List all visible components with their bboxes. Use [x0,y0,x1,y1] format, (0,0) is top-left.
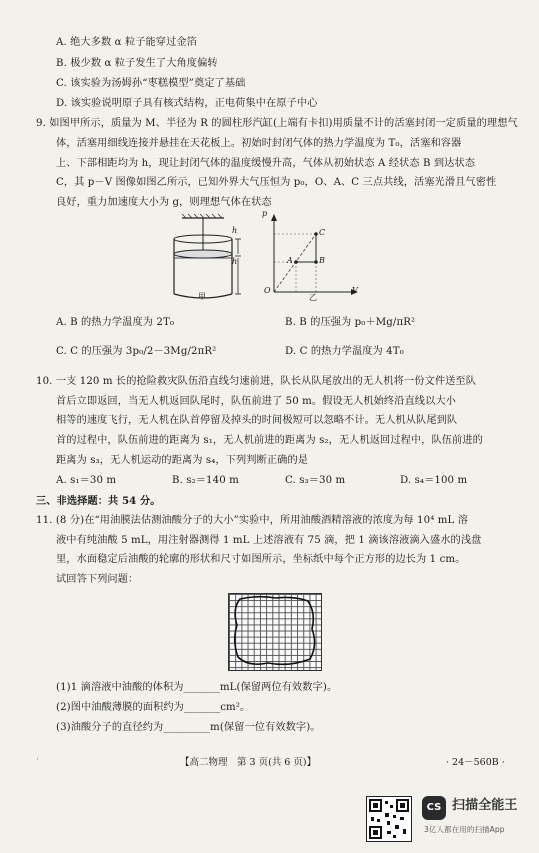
q11-line-1: 11. (8 分)在“用油膜法估测油酸分子的大小”实验中，所用油酸酒精溶液的浓度为每 10⁴ mL 溶 [36,515,468,526]
q9-option-d: D. C 的热力学温度为 4T₀ [285,346,404,357]
q9-line-1: 9. 如图甲所示，质量为 M、半径为 R 的圆柱形汽缸(上端有卡扣)用质量不计的活塞封闭一定质量的理想气 [36,118,518,129]
q9-line-2: 体，活塞用细线连接并悬挂在天花板上。初始时封闭气体的热力学温度为 T₀，活塞和容器 [56,138,462,149]
q8-option-b: B. 极少数 α 粒子发生了大角度偏转 [56,58,218,69]
axis-label-v: V [352,286,358,295]
point-label-c: C [319,228,326,237]
label-h-top: h [232,226,238,235]
q10-line-1: 10. 一支 120 m 长的抢险救灾队伍沿直线匀速前进，队长从队尾放出的无人机将一份文件送至队 [36,376,476,387]
q11-sub-3: (3)油酸分子的直径约为_________m(保留一位有效数字)。 [56,722,321,733]
q10-option-a: A. s₁＝30 m [56,475,117,486]
footer-code: · 24－560B · [446,757,505,768]
q11-line-2: 液中有纯油酸 5 mL，用注射器测得 1 mL 上述溶液有 75 滴，把 1 滴该溶液滴入盛水的浅盘 [56,535,482,546]
origin-label: O [264,286,271,295]
q10-line-5: 距离为 s₃，无人机运动的距离为 s₄，下列判断正确的是 [56,455,309,466]
qr-code [366,796,412,842]
figure-pv-graph [262,212,362,302]
q9-line-4: C，其 p－V 图像如图乙所示，已知外界大气压恒为 p₀，O、A、C 三点共线，活塞光滑且气密性 [56,177,497,188]
q10-line-2: 首后立即返回，当无人机返回队尾时，队伍前进了 50 m。假设无人机始终沿直线以大小 [56,396,456,407]
label-figure-yi: 乙 [309,293,318,302]
axis-label-p: p [262,209,268,218]
scanner-logo: CS [422,796,446,820]
q10-option-c: C. s₃＝30 m [285,475,346,486]
q11-line-3: 里，水面稳定后油酸的轮廓的形状和尺寸如图所示，坐标纸中每个正方形的边长为 1 cm。 [56,554,466,565]
q8-option-a: A. 绝大多数 α 粒子能穿过金箔 [56,37,197,48]
q8-option-d: D. 该实验说明原子具有核式结构，正电荷集中在原子中心 [56,98,318,109]
scanner-subtitle: 3亿人都在用的扫描App [424,825,505,834]
q9-line-5: 良好，重力加速度大小为 g，则理想气体在状态 [56,197,272,208]
section-heading: 三、非选择题：共 54 分。 [36,495,161,507]
q9-option-b: B. B 的压强为 p₀＋Mg/πR² [285,317,416,328]
label-figure-jia: 甲 [198,292,207,301]
footer-page-info: 【高二物理 第 3 页(共 6 页)】 [180,757,317,768]
q9-line-3: 上、下部相距均为 h，现让封闭气体的温度缓慢升高，气体从初始状态 A 经状态 B 到达状态 [56,158,476,169]
q9-option-a: A. B 的热力学温度为 2T₀ [56,317,175,328]
q8-option-c: C. 该实验为汤姆孙“枣糕模型”奠定了基础 [56,78,246,89]
q10-line-4: 首的过程中，队伍前进的距离为 s₁，无人机前进的距离为 s₂，无人机返回过程中，队伍前进的 [56,435,483,446]
scanner-title: 扫描全能王 [452,798,518,813]
q11-line-4: 试回答下列问题： [56,574,139,585]
point-label-a: A [287,256,293,265]
q9-option-c: C. C 的压强为 3p₀/2－3Mg/2πR² [56,346,217,357]
point-label-b: B [319,256,325,265]
oil-film-outline [228,593,322,671]
label-h-bottom: h [232,257,238,266]
q11-sub-2: (2)图中油酸薄膜的面积约为_______cm²。 [56,702,251,713]
q10-option-b: B. s₂＝140 m [172,475,239,486]
q11-sub-1: (1)1 滴溶液中油酸的体积为_______mL(保留两位有效数字)。 [56,682,338,693]
q10-option-d: D. s₄＝100 m [400,475,468,486]
q10-line-3: 相等的速度飞行，无人机在队首停留及掉头的时间极短可以忽略不计。无人机从队尾到队 [56,415,458,426]
footer-left: · [36,754,40,765]
